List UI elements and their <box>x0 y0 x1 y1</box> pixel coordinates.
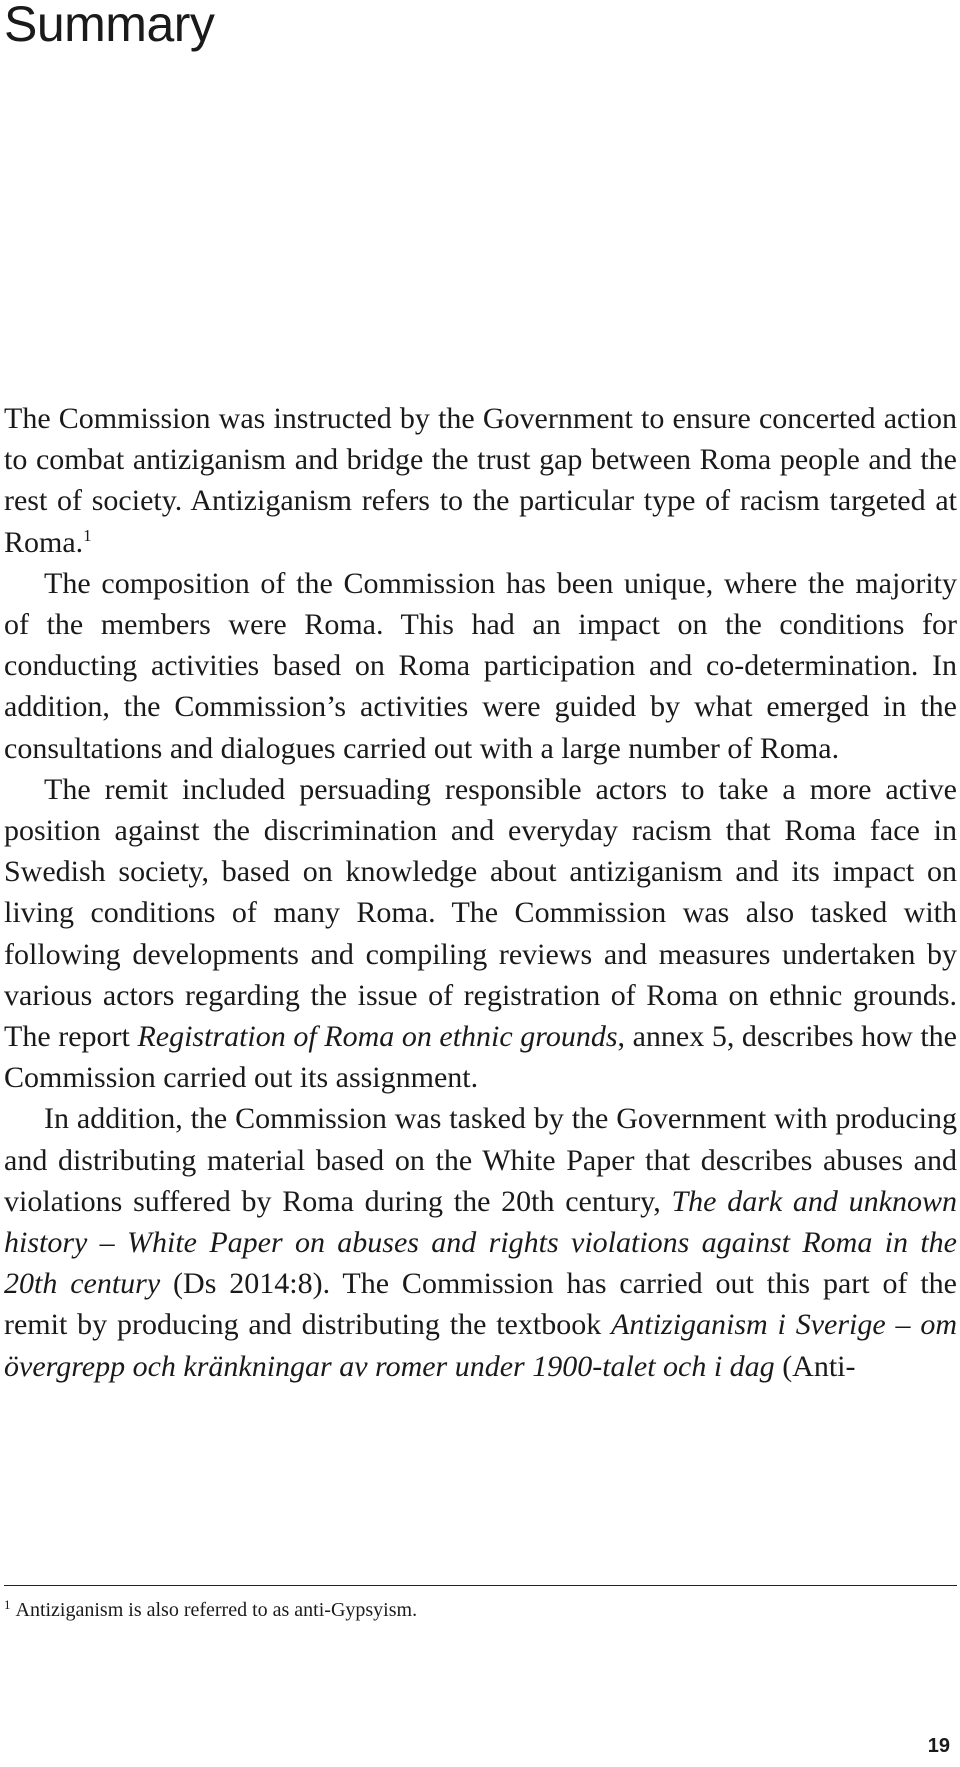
paragraph-composition <box>4 563 957 769</box>
footnote-divider <box>4 1585 957 1586</box>
text-run: The Commission was instructed by the Government to ensure concerted action to combat antiziganism and bridge the trust gap between Roma people and the rest of society. Antiziganism refers to the particular type of racism targeted at Roma. <box>4 402 957 559</box>
paragraph-intro <box>4 398 957 563</box>
paragraph-white-paper <box>4 1098 957 1386</box>
footnote-text: Antiziganism is also referred to as anti-Gypsyism. <box>15 1599 418 1621</box>
paragraph-remit <box>4 769 957 1099</box>
report-title: Registration of Roma on ethnic grounds <box>137 1020 618 1054</box>
footnote <box>4 1596 417 1624</box>
summary-body <box>4 398 957 1387</box>
text-run: (Anti- <box>774 1349 856 1383</box>
text-run: The remit included persuading responsible actors to take a more active position against the discrimination and everyday racism that Roma face in Swedish society, based on knowledge about antiziganism and its impact on living conditions of many Roma. The Commission was also tasked with following developments and compiling reviews and measures undertaken by various actors regarding the issue of registration of Roma on ethnic grounds. The report <box>4 772 957 1054</box>
footnote-number: 1 <box>4 1597 11 1612</box>
text-run: The composition of the Commission has been unique, where the majority of the members were Roma. This had an impact on the conditions for conducting activities based on Roma participation and co-determination. In addition, the Commission’s activities were guided by what emerged in the consultations and dialogues carried out with a large number of Roma. <box>4 566 957 765</box>
page-title: Summary <box>4 0 215 52</box>
page-number: 19 <box>927 1735 950 1757</box>
text-run: , annex 5, describes how the Commission carried out its assignment. <box>4 1020 957 1095</box>
text-run: (Ds 2014:8). The Commission has carried out this part of the remit by producing and distributing the textbook <box>4 1267 957 1342</box>
textbook-title: Antiziganism i Sverige – om övergrepp och kränkningar av romer under 1900-talet och i dag <box>4 1308 957 1383</box>
white-paper-title: The dark and unknown history – White Paper on abuses and rights violations against Roma in the 20th century <box>4 1184 957 1301</box>
text-run: In addition, the Commission was tasked by the Government with producing and distributing material based on the White Paper that describes abuses and violations suffered by Roma during the 20th century, <box>4 1102 957 1218</box>
footnote-ref: 1 <box>83 525 92 545</box>
